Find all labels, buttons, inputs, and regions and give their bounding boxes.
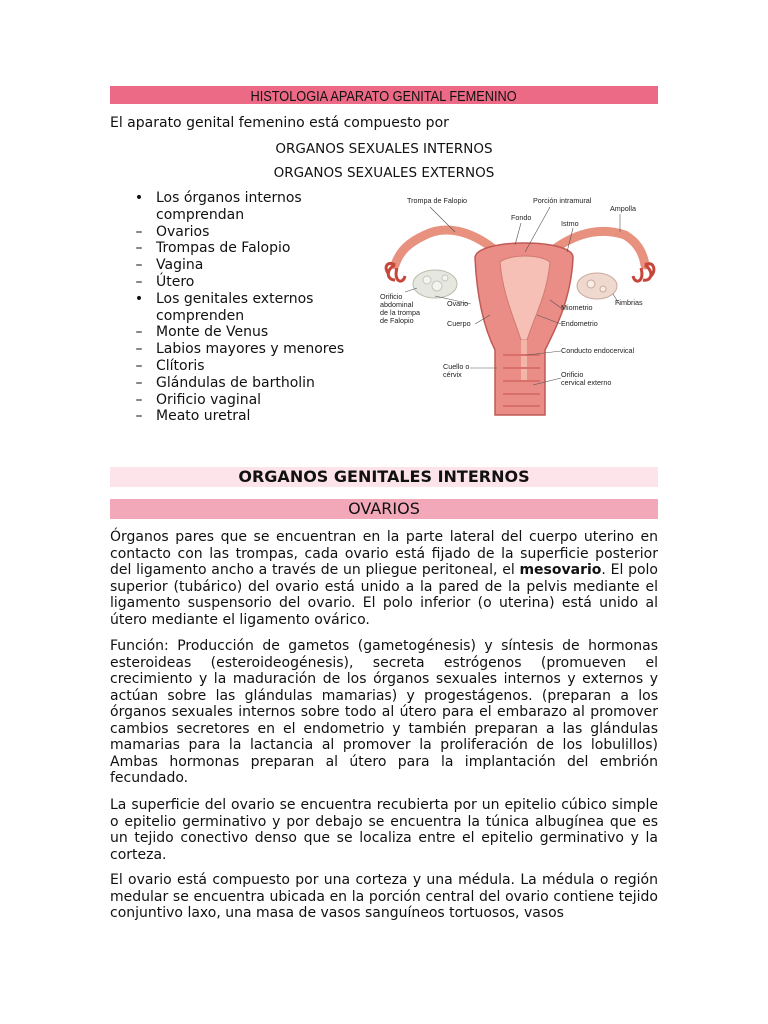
label-cuello-2: cérvix bbox=[443, 370, 462, 379]
label-ovario: Ovario bbox=[447, 299, 469, 308]
label-fondo: Fondo bbox=[511, 213, 532, 222]
label-orificio-abdominal-4: de Falopio bbox=[380, 316, 414, 325]
document-title: HISTOLOGIA APARATO GENITAL FEMENINO bbox=[250, 88, 518, 105]
section-heading-internos: ORGANOS GENITALES INTERNOS bbox=[110, 467, 658, 487]
label-trompa: Trompa de Falopio bbox=[407, 196, 468, 205]
list-item: – Orificio vaginal bbox=[135, 391, 262, 408]
paragraph-funcion: Función: Producción de gametos (gametogénesis) y síntesis de hormonas esteroideas (esteroideogénesis), secreta estrógenos (promueven el crecimiento y la maduración de los órganos sexuales internos y externos y actúan sobre las glándulas mamarias) y progestágenos. (preparan a los órganos sexuales internos sobre todo al útero para el embarazo al promover cambios secretores en el endometrio y también preparan a las glándulas mamarias para la lactancia al promover la proliferación de los lobulillos) Ambas hormonas preparan al útero para la implantación del embrión fecundado. bbox=[110, 638, 658, 786]
list-item: • Los genitales externos comprenden bbox=[134, 290, 314, 324]
section-heading-ovarios: OVARIOS bbox=[110, 499, 658, 519]
uterus-anatomy-figure bbox=[375, 190, 660, 420]
list-item: – Labios mayores y menores bbox=[135, 341, 345, 358]
list-item: – Útero bbox=[135, 273, 195, 290]
list-item: • Los órganos internos comprendan bbox=[134, 190, 302, 223]
subheading-externos: ORGANOS SEXUALES EXTERNOS bbox=[273, 165, 495, 181]
intro-text: El aparato genital femenino está compuesto por bbox=[110, 115, 449, 131]
list-item: – Glándulas de bartholin bbox=[135, 374, 315, 391]
paragraph-ovarios-1: Órganos pares que se encuentran en la parte lateral del cuerpo uterino en contacto con las trompas, cada ovario está fijado de la superficie posterior del ligamento ancho a través de un pliegue peritoneal, el mesovario. El polo superior (tubárico) del ovario está unido a la pared de la pelvis mediante el ligamento suspensorio del ovario. El polo inferior (o uterina) está unido al útero mediante el ligamento ovárico. bbox=[110, 529, 658, 628]
subheading-internos: ORGANOS SEXUALES INTERNOS bbox=[275, 141, 493, 157]
document-title-bar bbox=[110, 86, 658, 104]
label-porcion: Porción intramural bbox=[533, 196, 592, 205]
label-orificio-cervical-1: Orificio bbox=[561, 370, 584, 379]
list-item: – Vagina bbox=[135, 257, 204, 274]
paragraph-superficie: La superficie del ovario se encuentra recubierta por un epitelio cúbico simple o epitelio germinativo y por debajo se encuentra la túnica albugínea que es un tejido conectivo denso que se localiza entre el epitelio germinativo y la corteza. bbox=[110, 797, 658, 863]
label-orificio-abdominal-2: abdominal bbox=[380, 300, 414, 309]
label-orificio-abdominal-3: de la trompa bbox=[380, 308, 420, 317]
label-miometrio: Miometrio bbox=[561, 303, 593, 312]
term-mesovario: mesovario bbox=[519, 562, 602, 578]
label-ampolla: Ampolla bbox=[610, 204, 636, 213]
label-fimbrias: Fimbrias bbox=[615, 298, 643, 307]
label-cuerpo: Cuerpo bbox=[447, 319, 471, 328]
list-item: – Monte de Venus bbox=[135, 324, 269, 341]
paragraph-corteza-medula: El ovario está compuesto por una corteza y una médula. La médula o región medular se encuentra ubicada en la porción central del ovario contiene tejido conjuntivo laxo, una masa de vasos sanguíneos tortuosos, vasos bbox=[110, 872, 658, 921]
label-endometrio: Endometrio bbox=[561, 319, 598, 328]
label-conducto: Conducto endocervical bbox=[561, 346, 635, 355]
label-istmo: Istmo bbox=[561, 219, 579, 228]
organ-list bbox=[110, 190, 370, 425]
label-orificio-abdominal-1: Orificio bbox=[380, 292, 403, 301]
list-item: – Clítoris bbox=[135, 357, 205, 374]
label-orificio-cervical-2: cervical externo bbox=[561, 378, 612, 387]
list-item: – Ovarios bbox=[135, 223, 210, 240]
label-cuello-1: Cuello o bbox=[443, 362, 470, 371]
list-item: – Meato uretral bbox=[135, 408, 251, 425]
list-item: – Trompas de Falopio bbox=[135, 240, 291, 257]
